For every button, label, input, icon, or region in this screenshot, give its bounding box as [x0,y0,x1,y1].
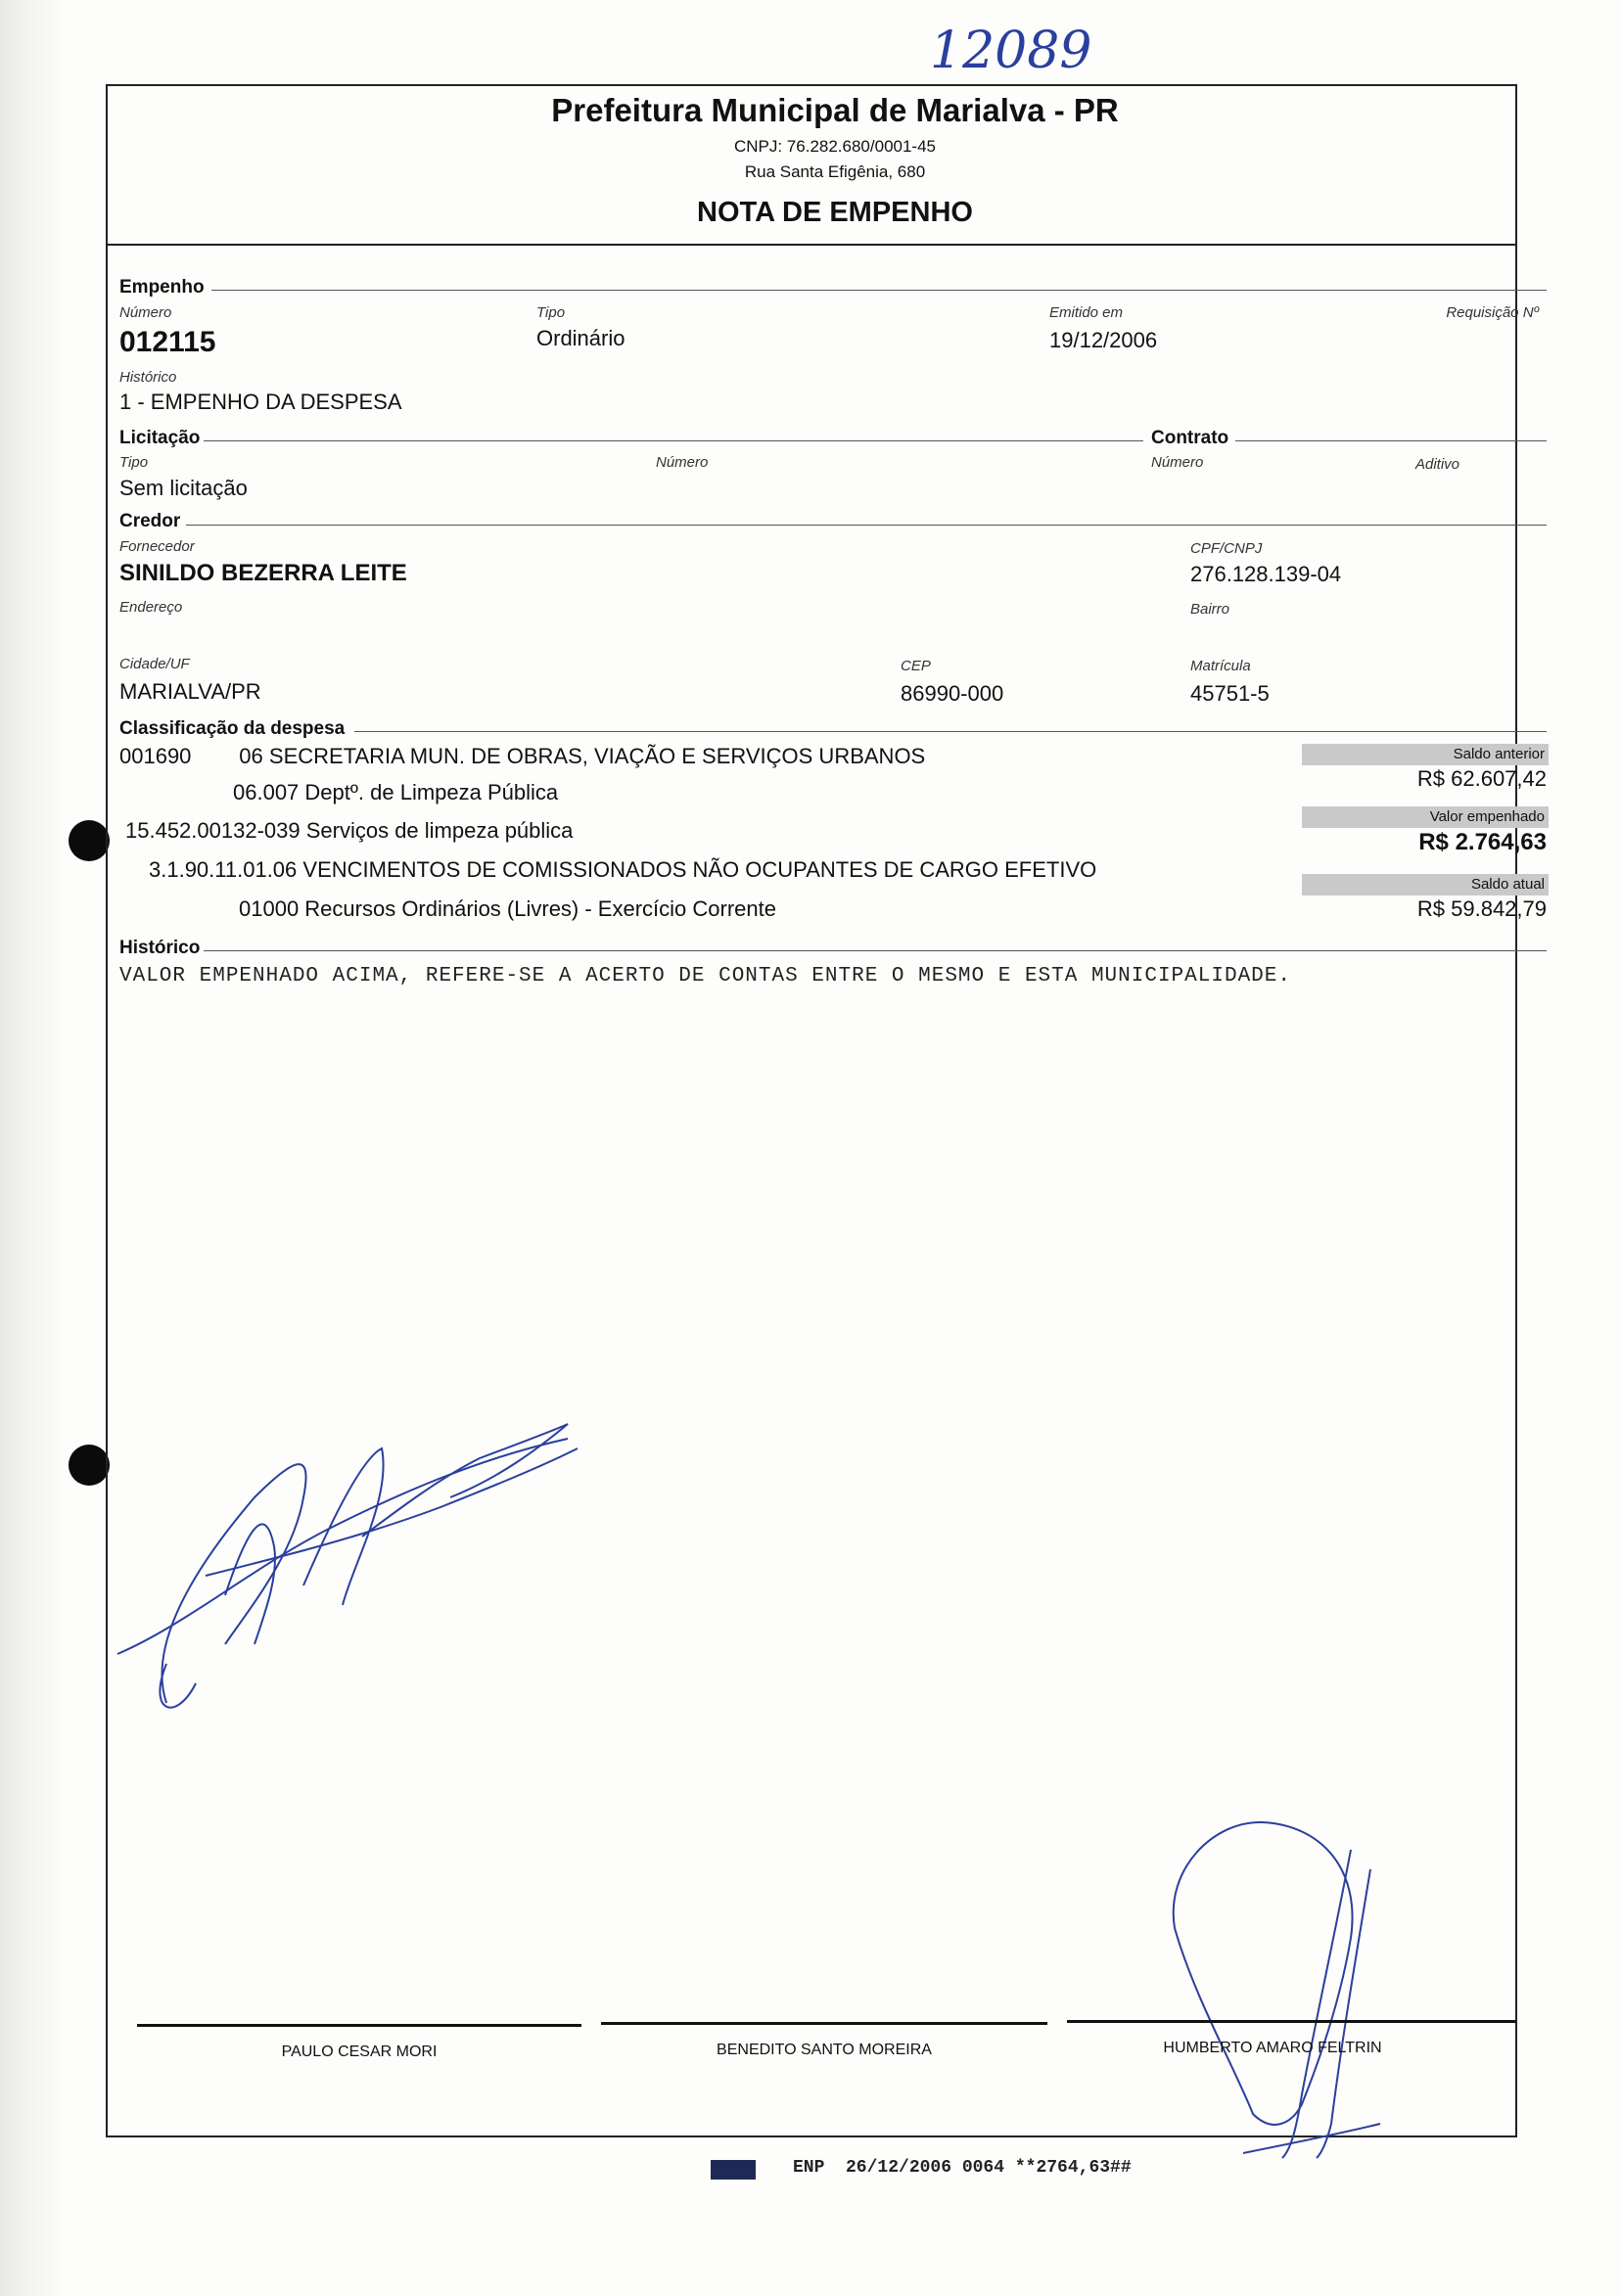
address-text: Rua Santa Efigênia, 680 [744,162,926,181]
punch-hole-top [69,820,110,861]
signature-scribble-right [1155,1811,1410,2163]
classificacao-line-5: 01000 Recursos Ordinários (Livres) - Exercício Corrente [239,896,776,921]
bairro-label: Bairro [1190,601,1230,618]
section-rule [204,950,1547,951]
classificacao-line-3: 15.452.00132-039 Serviços de limpeza pública [125,818,574,843]
section-licitacao: Licitação [119,428,201,448]
saldo-anterior-label: Saldo anterior [1302,744,1549,765]
section-rule [211,290,1547,291]
punch-hole-bottom [69,1445,110,1486]
requisicao-label: Requisição Nº [1446,304,1539,321]
fornecedor-label: Fornecedor [119,538,195,555]
footer-barcode-mark [711,2160,756,2180]
valor-empenhado-label: Valor empenhado [1302,806,1549,828]
matricula-label: Matrícula [1190,658,1251,674]
header-divider [106,244,1517,246]
cidade-label: Cidade/UF [119,656,190,672]
valor-empenhado-value: R$ 2.764,63 [1418,829,1547,855]
signature-line-2 [601,2022,1047,2025]
signature-line-3 [1067,2020,1515,2023]
section-empenho: Empenho [119,277,205,298]
section-classificacao: Classificação da despesa [119,718,346,739]
classificacao-line-2: 06.007 Deptº. de Limpeza Pública [233,780,559,804]
signature-scribble-left [108,1390,597,1722]
licitacao-tipo-value: Sem licitação [119,476,248,500]
licitacao-tipo-label: Tipo [119,454,149,471]
saldo-atual-label: Saldo atual [1302,874,1549,895]
signature-name-2: BENEDITO SANTO MOREIRA [717,2042,932,2058]
footer-stamp: ENP 26/12/2006 0064 **2764,63## [793,2158,1132,2178]
section-rule [1235,440,1547,441]
signature-name-1: PAULO CESAR MORI [281,2043,438,2060]
handwritten-page-number: 12089 [930,22,1092,80]
contrato-numero-label: Número [1151,454,1204,471]
signature-name-3: HUMBERTO AMARO FELTRIN [1163,2040,1382,2056]
historico-label: Histórico [119,369,177,386]
saldo-anterior-value: R$ 62.607,42 [1416,766,1547,791]
emitido-label: Emitido em [1049,304,1124,321]
cpf-value: 276.128.139-04 [1190,562,1342,586]
section-rule [186,525,1547,526]
signature-line-1 [137,2024,581,2027]
numero-label: Número [119,304,172,321]
cidade-value: MARIALVA/PR [119,679,261,704]
page-title: Prefeitura Municipal de Marialva - PR [551,92,1119,128]
cpf-label: CPF/CNPJ [1190,540,1263,557]
matricula-value: 45751-5 [1190,681,1270,706]
section-contrato: Contrato [1151,428,1229,448]
contrato-aditivo-label: Aditivo [1415,456,1460,473]
tipo-value: Ordinário [536,326,625,350]
section-credor: Credor [119,511,181,531]
cnpj-text: CNPJ: 76.282.680/0001-45 [733,137,937,156]
licitacao-numero-label: Número [656,454,709,471]
fornecedor-value: SINILDO BEZERRA LEITE [119,560,407,586]
section-rule [354,731,1547,732]
classificacao-line-4: 3.1.90.11.01.06 VENCIMENTOS DE COMISSIONADOS NÃO OCUPANTES DE CARGO EFETIVO [149,857,1097,882]
cep-value: 86990-000 [901,681,1004,706]
section-historico: Histórico [119,938,201,958]
saldo-atual-value: R$ 59.842,79 [1416,896,1547,921]
endereco-label: Endereço [119,599,183,616]
historico-text: VALOR EMPENHADO ACIMA, REFERE-SE A ACERTO DE CONTAS ENTRE O MESMO E ESTA MUNICIPALIDADE. [119,965,1291,987]
tipo-label: Tipo [536,304,566,321]
scan-edge-shadow [0,0,69,2296]
classificacao-line-1: 001690 06 SECRETARIA MUN. DE OBRAS, VIAÇÃO E SERVIÇOS URBANOS [119,744,926,768]
empenho-number: 012115 [119,326,216,358]
document-title: NOTA DE EMPENHO [697,197,973,228]
section-rule [204,440,1143,441]
emitido-value: 19/12/2006 [1049,328,1158,352]
cep-label: CEP [901,658,931,674]
historico-value: 1 - EMPENHO DA DESPESA [119,390,402,414]
